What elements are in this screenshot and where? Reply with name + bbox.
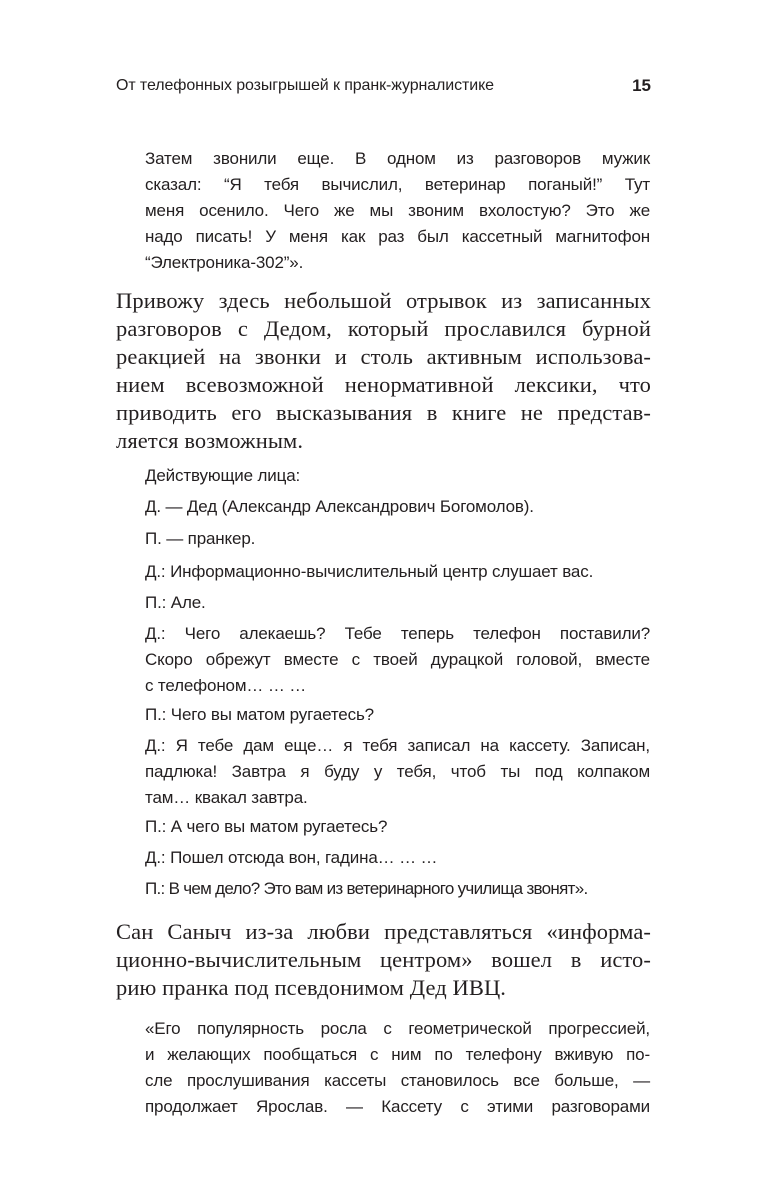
body-paragraph-2	[116, 918, 651, 1002]
text-line: Скоро обрежут вместе с твоей дурацкой головой, вместе	[145, 650, 650, 669]
text-line: Д.: Пошел отсюда вон, гадина… … …	[145, 848, 438, 867]
text-line: П.: А чего вы матом ругаетесь?	[145, 817, 388, 836]
text-line: Сан Саныч из-за любви представляться «информа-	[116, 919, 651, 944]
text-line: Действующие лица:	[145, 466, 301, 485]
dialog-line	[145, 845, 650, 871]
text-line: Д. — Дед (Александр Александрович Богомолов).	[145, 497, 534, 516]
dialog-line	[145, 814, 650, 840]
running-head	[116, 74, 651, 98]
dialog-cast-pranker	[145, 526, 650, 552]
page-number: 15	[632, 76, 651, 95]
dialog-line	[145, 733, 650, 811]
text-line: нием всевозможной ненормативной лексики, что	[116, 372, 651, 397]
text-line: Затем звонили еще. В одном из разговоров мужик	[145, 149, 650, 168]
dialog-line	[145, 590, 650, 616]
text-line: надо писать! У меня как раз был кассетный магнитофон	[145, 227, 650, 246]
text-line: ционно-вычислительным центром» вошел в исто-	[116, 947, 651, 972]
text-line: рию пранка под псевдонимом Дед ИВЦ.	[116, 975, 507, 1000]
text-line: разговоров с Дедом, который прославился бурной	[116, 316, 651, 341]
text-line: Д.: Чего алекаешь? Тебе теперь телефон поставили?	[145, 624, 650, 643]
text-line: «Его популярность росла с геометрической прогрессией,	[145, 1019, 650, 1038]
text-line: “Электроника-302”».	[145, 253, 304, 272]
dialog-line	[145, 876, 650, 902]
text-line: П. — пранкер.	[145, 529, 256, 548]
text-line: ляется возможным.	[116, 428, 304, 453]
dialog-cast-heading	[145, 463, 650, 489]
text-line: там… квакал завтра.	[145, 788, 308, 807]
quote-block-1	[145, 146, 650, 276]
dialog-line	[145, 559, 650, 585]
text-line: Д.: Я тебе дам еще… я тебя записал на кассету. Записан,	[145, 736, 650, 755]
dialog-line	[145, 702, 650, 728]
text-line: Д.: Информационно-вычислительный центр слушает вас.	[145, 562, 594, 581]
text-line: реакцией на звонки и столь активным использова-	[116, 344, 651, 369]
text-line: продолжает Ярослав. — Кассету с этими разговорами	[145, 1097, 650, 1116]
dialog-line	[145, 621, 650, 699]
text-line: падлюка! Завтра я буду у тебя, чтоб ты под колпаком	[145, 762, 650, 781]
body-paragraph-1	[116, 287, 651, 455]
text-line: сказал: “Я тебя вычислил, ветеринар поганый!” Тут	[145, 175, 650, 194]
text-line: Привожу здесь небольшой отрывок из записанных	[116, 288, 651, 313]
text-line: П.: Чего вы матом ругаетесь?	[145, 705, 374, 724]
dialog-cast-ded	[145, 494, 650, 520]
quote-block-2	[145, 1016, 650, 1120]
text-line: П.: В чем дело? Это вам из ветеринарного училища звонят».	[145, 879, 588, 898]
running-title: От телефонных розыгрышей к пранк-журналистике	[116, 77, 494, 94]
text-line: с телефоном… … …	[145, 676, 307, 695]
text-line: и желающих пообщаться с ним по телефону вживую по-	[145, 1045, 650, 1064]
text-line: приводить его высказывания в книге не представ-	[116, 400, 651, 425]
text-line: П.: Але.	[145, 593, 206, 612]
text-line: меня осенило. Чего же мы звоним вхолостую? Это же	[145, 201, 650, 220]
text-line: сле прослушивания кассеты становилось все больше, —	[145, 1071, 650, 1090]
